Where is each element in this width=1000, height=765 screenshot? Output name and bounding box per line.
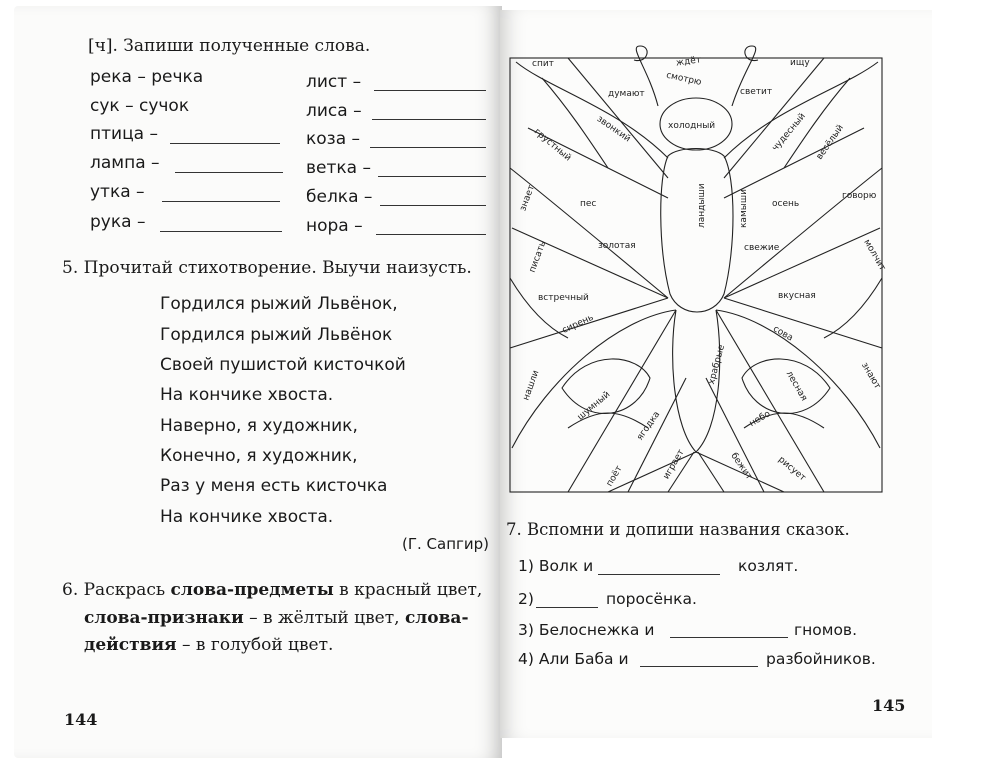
butterfly-word: свежие (744, 243, 780, 253)
butterfly-word: поёт (604, 464, 625, 489)
poem-line: Гордился рыжий Львёнок (160, 325, 393, 345)
butterfly-word: камыши (739, 189, 749, 228)
word-pair-right-2: лиса – (306, 101, 362, 121)
fairy-tale-4-start: 4) Али Баба и (518, 650, 629, 668)
wing-line (724, 58, 824, 178)
poem-line: На кончике хвоста. (160, 507, 334, 527)
task6-line2: слова-признаки – в жёлтый цвет, слова- (84, 608, 469, 628)
word-pair-left-5: утка – (90, 182, 145, 202)
answer-blank[interactable] (374, 90, 486, 91)
butterfly-word: ждёт (675, 55, 702, 69)
word-pair-left-6: рука – (90, 212, 146, 232)
wing-line (724, 128, 864, 198)
word-pair-right-6: нора – (306, 216, 363, 236)
answer-blank[interactable] (376, 234, 486, 235)
butterfly-word: весёлый (814, 123, 846, 162)
wing-line (716, 310, 824, 492)
word-pair-right-4: ветка – (306, 158, 371, 178)
answer-blank[interactable] (378, 176, 486, 177)
fairy-tale-2-end: поросёнка. (606, 590, 697, 608)
wing-line (568, 310, 676, 492)
butterfly-word: золотая (598, 241, 636, 251)
task7-title: 7. Вспомни и допиши названия сказок. (506, 520, 850, 539)
antenna-right (732, 46, 758, 106)
wing-line (724, 298, 882, 348)
poem-line: Своей пушистой кисточкой (160, 355, 406, 375)
butterfly-word: знают (859, 360, 883, 391)
butterfly-word: шумный (575, 389, 613, 423)
fairy-tale-1-start: 1) Волк и (518, 557, 594, 575)
butterfly-word: светит (740, 87, 773, 97)
wing-line (724, 228, 880, 298)
butterfly-word: храбрые (706, 343, 728, 386)
butterfly-coloring-picture (508, 48, 888, 494)
word-pair-left-1: река – речка (90, 67, 204, 87)
answer-blank[interactable] (640, 666, 758, 667)
wing-line (706, 378, 764, 492)
poem-line: Раз у меня есть кисточка (160, 476, 388, 496)
wing-line (824, 278, 882, 338)
answer-blank[interactable] (170, 143, 280, 144)
butterfly-word: ландыши (697, 183, 707, 228)
poem-line: Гордился рыжий Львёнок, (160, 294, 398, 314)
answer-blank[interactable] (670, 637, 788, 638)
answer-blank[interactable] (160, 231, 282, 232)
answer-blank[interactable] (598, 574, 720, 575)
butterfly-word: бежит (728, 451, 754, 482)
word-pair-left-2: сук – сучок (90, 96, 190, 116)
butterfly-word: спит (532, 59, 554, 69)
fairy-tale-3-start: 3) Белоснежка и (518, 621, 655, 639)
butterfly-word: говорю (842, 191, 877, 201)
poem-line: На кончике хвоста. (160, 385, 334, 405)
butterfly-word: смотрю (665, 70, 703, 88)
butterfly-word: играет (661, 447, 687, 482)
butterfly-word: вкусная (778, 291, 816, 301)
butterfly-word: сова (771, 324, 795, 344)
answer-blank[interactable] (380, 205, 486, 206)
wing-line (510, 278, 568, 338)
butterfly-body (661, 149, 733, 313)
butterfly-word: писать (527, 239, 549, 275)
butterfly-word: лесная (783, 369, 809, 404)
butterfly-word: ищу (790, 58, 810, 68)
fairy-tale-4-end: разбойников. (766, 650, 876, 668)
word-pair-right-1: лист – (306, 72, 362, 92)
word-pair-left-3: птица – (90, 124, 158, 144)
leaf-shape (562, 359, 650, 413)
poem-line: Наверно, я художник, (160, 416, 358, 436)
poem-author: (Г. Сапгир) (402, 535, 490, 553)
poem-line: Конечно, я художник, (160, 446, 358, 466)
butterfly-word: чудесный (770, 111, 808, 154)
butterfly-word: нашли (521, 369, 542, 402)
answer-blank[interactable] (175, 172, 283, 173)
fairy-tale-3-end: гномов. (794, 621, 857, 639)
butterfly-word: грустный (531, 126, 573, 164)
page-number-left: 144 (64, 710, 98, 729)
word-pair-left-4: лампа – (90, 153, 160, 173)
butterfly-word: рисует (776, 454, 808, 484)
answer-blank[interactable] (162, 201, 280, 202)
butterfly-word: холодный (668, 121, 716, 131)
task6-line1: 6. Раскрась слова-предметы в красный цвет, (62, 580, 483, 600)
fairy-tale-2-start: 2) (518, 590, 534, 608)
butterfly-word: встречный (538, 293, 589, 303)
butterfly-word: молчит (861, 237, 888, 273)
answer-blank[interactable] (372, 119, 486, 120)
butterfly-word: ягодка (635, 409, 663, 443)
butterfly-word: осень (772, 199, 800, 209)
butterfly-word: пес (580, 199, 597, 209)
task4-header: [ч]. Запиши полученные слова. (88, 36, 371, 56)
task6-line3: действия – в голубой цвет. (84, 635, 334, 655)
leaf-shape (742, 359, 830, 413)
wing-line (568, 58, 668, 178)
task5-title: 5. Прочитай стихотворение. Выучи наизусть. (62, 258, 472, 278)
fairy-tale-1-end: козлят. (738, 557, 799, 575)
word-pair-right-5: белка – (306, 187, 373, 207)
butterfly-word: небо (747, 409, 773, 430)
butterfly-word: думают (608, 89, 645, 99)
butterfly-word: знает (518, 183, 537, 213)
answer-blank[interactable] (370, 147, 486, 148)
word-pair-right-3: коза – (306, 129, 361, 149)
butterfly-word: сирень (560, 312, 596, 336)
wing-line (724, 168, 882, 298)
wing-line (698, 452, 724, 492)
page-number-right: 145 (872, 696, 906, 715)
butterfly-word: звонкий (594, 114, 633, 145)
answer-blank[interactable] (536, 607, 598, 608)
